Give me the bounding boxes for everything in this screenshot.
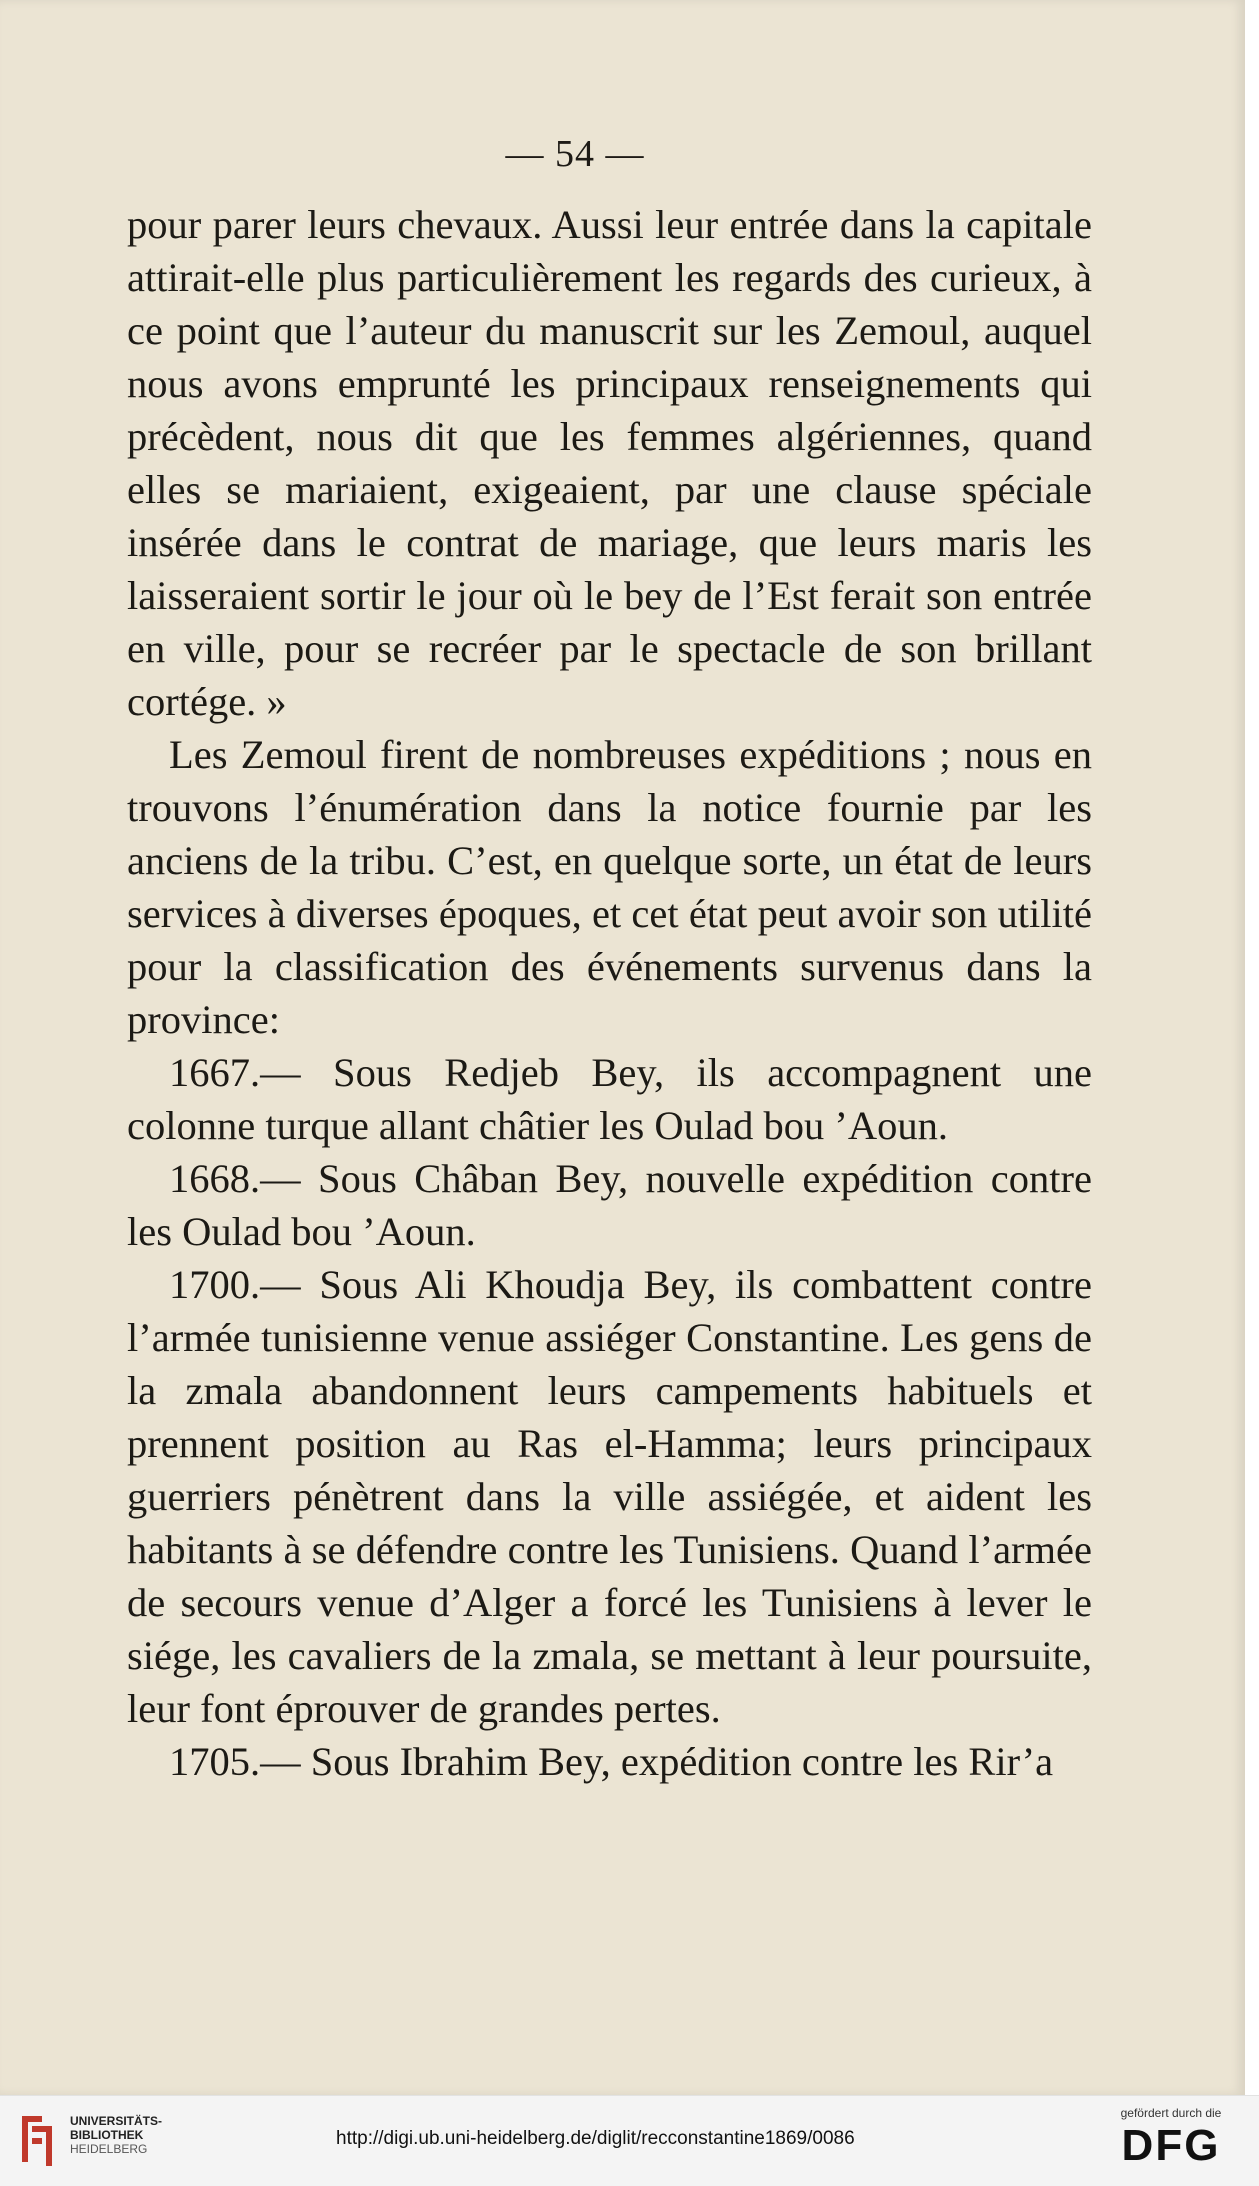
paragraph-1: pour parer leurs chevaux. Aussi leur entrée dans la capitale attirait-elle plus particulièrement les regards des curieux, à ce point que l’auteur du manuscrit sur les Zemoul, auquel nous avons emprunté les principaux renseignements qui précèdent, nous dit que les femmes algériennes, quand elles se mariaient, exigeaient, par une clause spéciale insérée dans le contrat de mariage, que leurs maris les laisseraient sortir le jour où le bey de l’Est ferait son entrée en ville, pour se recréer par le spectacle de son brillant cortége. » xyxy=(127,202,1092,724)
library-name-line-3: HEIDELBERG xyxy=(70,2142,148,2156)
page-number: — 54 — xyxy=(505,133,645,175)
funding-credit xyxy=(1101,2106,1241,2172)
library-name-line-2: BIBLIOTHEK xyxy=(70,2128,144,2142)
library-name xyxy=(70,2114,162,2156)
library-name-line-1: UNIVERSITÄTS- xyxy=(70,2114,163,2128)
funding-label: gefördert durch die xyxy=(1120,2106,1222,2120)
dfg-logo-icon: DFG xyxy=(1121,2121,1221,2170)
university-library-logo-icon xyxy=(12,2108,62,2170)
paragraph-1700: 1700.— Sous Ali Khoudja Bey, ils combattent contre l’armée tunisienne venue assiéger Constantine. Les gens de la zmala abandonnent leurs campements habituels et prennent position au Ras el-Hamma; leurs principaux guerriers pénètrent dans la ville assiégée, et aident les habitants à se défendre contre les Tunisiens. Quand l’armée de secours venue d’Alger a forcé les Tunisiens à lever le siége, les cavaliers de la zmala, se mettant à leur poursuite, leur font éprouver de grandes pertes. xyxy=(127,1262,1092,1731)
permalink-url[interactable]: http://digi.ub.uni-heidelberg.de/diglit/recconstantine1869/0086 xyxy=(336,2128,855,2149)
footer-bar xyxy=(0,2095,1259,2186)
paragraph-1705: 1705.— Sous Ibrahim Bey, expédition contre les Rir’a xyxy=(169,1739,1054,1784)
body-text xyxy=(127,198,1092,1788)
paragraph-1668: 1668.— Sous Châban Bey, nouvelle expédition contre les Oulad bou ’Aoun. xyxy=(127,1156,1092,1254)
paragraph-1667: 1667.— Sous Redjeb Bey, ils accompagnent une colonne turque allant châtier les Oulad bou ’Aoun. xyxy=(127,1050,1092,1148)
paragraph-2: Les Zemoul firent de nombreuses expéditions ; nous en trouvons l’énumération dans la notice fournie par les anciens de la tribu. C’est, en quelque sorte, un état de leurs services à diverses époques, et cet état peut avoir son utilité pour la classification des événements survenus dans la province: xyxy=(127,732,1092,1042)
